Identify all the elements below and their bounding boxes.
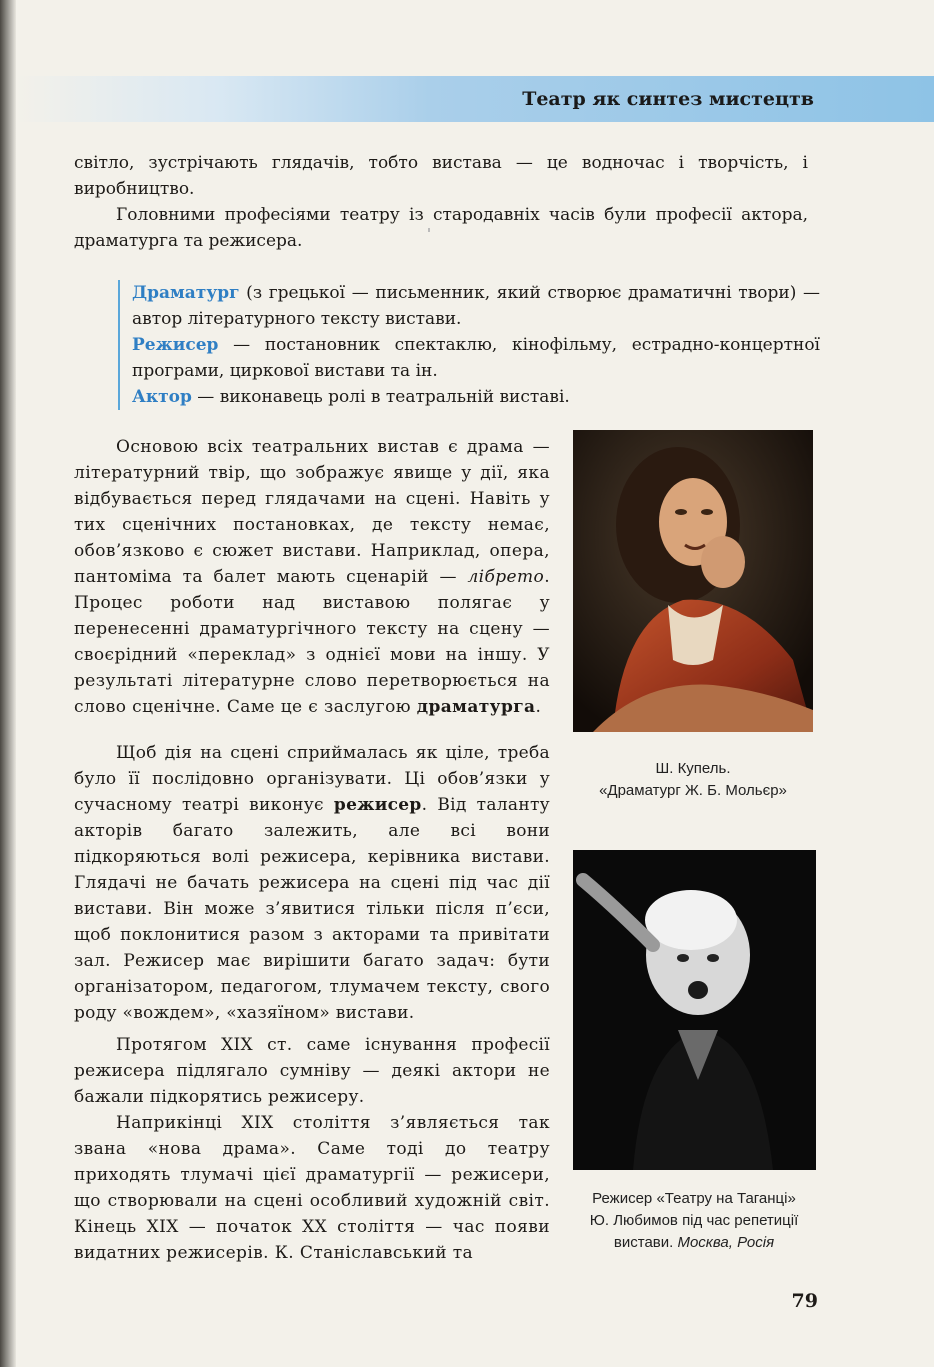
moliere-portrait-image [573,430,813,732]
speck [428,228,430,232]
page-binding-shadow [0,0,16,1367]
term-dramatist: Драматург [132,283,240,303]
definitions-box [118,280,820,410]
page-number: 79 [791,1290,818,1312]
running-header: Театр як синтез мистецтв [522,88,814,110]
definition-director: Режисер — постановник спектаклю, кінофільму, естрадно-концертної програми, циркової вистави та ін. [132,335,820,381]
definition-dramatist: Драматург (з грецької — письменник, який створює драматичні твори) — автор літературного тексту вистави. [132,283,820,329]
intro-paragraph-2: Головними професіями театру із стародавніх часів були професії актора, драматурга та режисера. [74,205,808,251]
lyubimov-rehearsal-photo [573,850,816,1170]
body-paragraph-director: Щоб дія на сцені сприймалась як ціле, треба було її послідовно організувати. Ці обов’язки у сучасному театрі виконує режисер. Від таланту акторів багато залежить, але всі вони підкоряються волі режисера, керівника вистави. Глядачі не бачать режисера на сцені під час дії вистави. Він може з’явитися тільки після п’єси, щоб поклонитися разом з акторами та привітати зал. Режисер має вирішити багато задач: бути організатором, педагогом, тлумачем тексту, свого роду «вождем», «хазяїном» вистави. [74,743,550,1023]
term-actor: Актор [132,387,192,407]
body-paragraph-new-drama: Наприкінці XIX століття з’являється так звана «нова драма». Саме тоді до театру приходять тлумачі цієї драматургії — режисери, що створювали на сцені особливий художній світ. Кінець XIX — початок XX століття — час появи видатних режисерів. К. Станіславський та [74,1113,550,1263]
definition-actor: Актор — виконавець ролі в театральній виставі. [132,387,570,407]
caption-moliere: Ш. Купель. «Драматург Ж. Б. Мольєр» [599,760,787,799]
caption-lyubimov: Режисер «Театру на Таганці» Ю. Любимов під час репетиції вистави. Москва, Росія [589,1190,799,1251]
body-paragraph-19th-century: Протягом XIX ст. саме існування професії режисера підлягало сумніву — деякі актори не бажали підкорятись режисеру. [74,1035,550,1107]
term-director: Режисер [132,335,219,355]
intro-paragraph-1: світло, зустрічають глядачів, тобто вистава — це водночас і творчість, і виробництво. [74,153,808,199]
body-paragraph-drama: Основою всіх театральних вистав є драма — літературний твір, що зображує явище у дії, яка відбувається перед глядачами на сцені. Навіть у тих сценічних постановках, де тексту немає, обов’язково є сюжет вистави. Наприклад, опера, пантоміма та балет мають сценарій — лібрето. Процес роботи над виставою полягає у перенесенні драматургічного тексту на сцену — своєрідний «переклад» з однієї мови на іншу. У результаті літературне слово перетворюється на слово сценічне. Саме це є заслугою драматурга. [74,437,550,717]
